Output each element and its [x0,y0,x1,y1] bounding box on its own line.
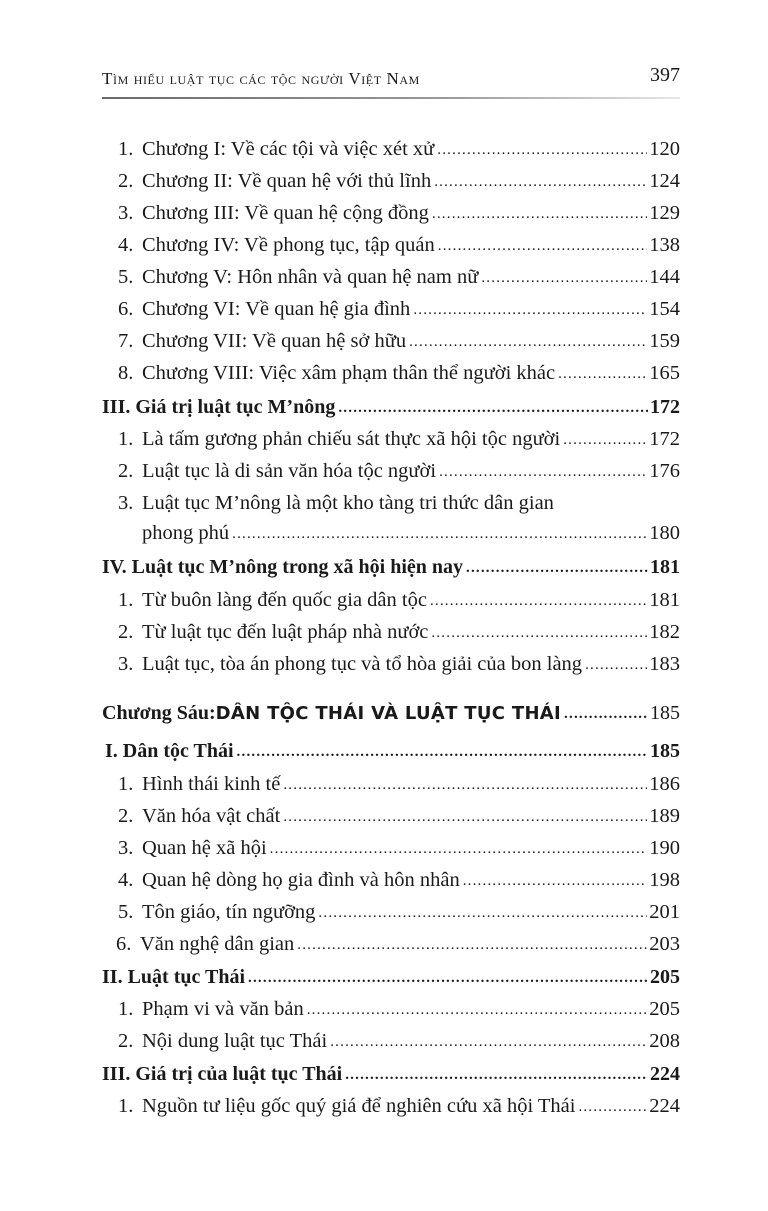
entry-title: Văn nghệ dân gian [140,933,295,955]
dot-leader [558,367,647,388]
toc-entry [102,801,680,831]
running-header [102,64,680,94]
entry-page: 144 [649,266,680,288]
dot-leader [466,561,648,582]
entry-title: Chương VII: Về quan hệ sở hữu [142,330,407,352]
toc-section [102,392,680,422]
toc-entry [102,230,680,260]
entry-number: 2. [118,1030,134,1052]
toc-entry [102,833,680,863]
dot-leader [232,527,647,548]
toc-entry [102,929,680,959]
toc-entry [102,262,680,292]
toc-entry [102,456,680,486]
toc-entry [102,326,680,356]
dot-leader [338,401,648,422]
entry-title: Chương V: Hôn nhân và quan hệ nam nữ [142,266,479,288]
entry-title: Luật tục là di sản văn hóa tộc người [142,460,437,482]
toc-entry [102,166,680,196]
dot-leader [431,626,647,647]
entry-title: Luật tục, tòa án phong tục và tổ hòa giải của bon làng [142,653,583,675]
dot-leader [413,303,647,324]
entry-number: 3. [118,837,134,859]
entry-number: 5. [118,901,134,923]
toc-entry [102,294,680,324]
entry-title: Hình thái kinh tế [142,773,281,795]
entry-number: 3. [118,653,134,675]
entry-page: 190 [649,837,680,859]
entry-page: 124 [649,170,680,192]
entry-title: Văn hóa vật chất [142,805,281,827]
toc-entry [102,1091,680,1121]
chapter-page: 185 [650,702,680,724]
toc-entry [102,1026,680,1056]
entry-page: 165 [649,362,680,384]
entry-page: 138 [649,234,680,256]
entry-page: 154 [649,298,680,320]
dot-leader [578,1100,647,1121]
dot-leader [563,433,647,454]
dot-leader [283,778,647,799]
dot-leader [270,842,648,863]
dot-leader [434,175,647,196]
dot-leader [432,207,647,228]
toc-entry [102,769,680,799]
entry-number: 3. [118,202,134,224]
dot-leader [330,1035,647,1056]
dot-leader [318,906,647,927]
section-page: 172 [650,396,680,418]
entry-page: 189 [649,805,680,827]
entry-number: 2. [118,460,134,482]
entry-title: Là tấm gương phản chiếu sát thực xã hội tộc người [142,428,561,450]
entry-number: 7. [118,330,134,352]
toc-chapter [102,698,680,728]
toc-entry [102,865,680,895]
entry-title: Chương IV: Về phong tục, tập quán [142,234,435,256]
entry-number: 2. [118,805,134,827]
dot-leader [463,874,648,895]
entry-number: 2. [118,621,134,643]
entry-number: 2. [118,170,134,192]
entry-title: Luật tục M’nông là một kho tàng tri thức dân gian [142,492,554,514]
entry-page: 180 [649,522,680,544]
entry-title: Chương VIII: Việc xâm phạm thân thể người khác [142,362,556,384]
header-rule [102,97,680,99]
entry-number: 1. [118,998,134,1020]
toc-entry [102,649,680,679]
entry-page: 176 [649,460,680,482]
entry-page: 186 [649,773,680,795]
toc-entry-first-line [102,488,680,518]
entry-title: Từ luật tục đến luật pháp nhà nước [142,621,429,643]
running-title: Tìm hiểu luật tục các tộc người Việt Nam [102,69,420,88]
toc-section [102,1059,680,1089]
dot-leader [430,594,647,615]
dot-leader [248,971,648,992]
chapter-title: DÂN TỘC THÁI VÀ LUẬT TỤC THÁI [215,703,562,724]
entry-page: 182 [649,621,680,643]
entry-title: Quan hệ xã hội [142,837,267,859]
entry-title: Chương VI: Về quan hệ gia đình [142,298,411,320]
toc-entry [102,617,680,647]
section-title: III. Giá trị luật tục M’nông [102,396,336,418]
dot-leader [345,1068,648,1089]
entry-number: 1. [118,589,134,611]
entry-number: 4. [118,234,134,256]
entry-page: 120 [649,138,680,160]
entry-page: 203 [649,933,680,955]
dot-leader [437,143,647,164]
section-title: IV. Luật tục M’nông trong xã hội hiện nay [102,556,463,578]
entry-page: 129 [649,202,680,224]
entry-number: 1. [118,428,134,450]
entry-page: 172 [649,428,680,450]
dot-leader [481,271,647,292]
toc-entry [102,897,680,927]
toc-entry [102,424,680,454]
entry-title: Nội dung luật tục Thái [142,1030,328,1052]
entry-page: 224 [649,1095,680,1117]
entry-title: Phạm vi và văn bản [142,998,304,1020]
toc-entry [102,358,680,388]
toc-section [102,552,680,582]
entry-title: Chương III: Về quan hệ cộng đồng [142,202,429,224]
entry-page: 198 [649,869,680,891]
entry-page: 183 [649,653,680,675]
dot-leader [307,1003,648,1024]
dot-leader [439,465,647,486]
section-page: 205 [650,966,680,988]
toc-section [102,962,680,992]
entry-page: 159 [649,330,680,352]
entry-page: 208 [649,1030,680,1052]
entry-number: 6. [116,933,132,955]
dot-leader [409,335,647,356]
toc-entry-continuation [102,518,680,548]
entry-page: 205 [649,998,680,1020]
dot-leader [438,239,647,260]
entry-number: 6. [118,298,134,320]
entry-title: Chương I: Về các tội và việc xét xử [142,138,435,160]
entry-page: 181 [649,589,680,611]
dot-leader [237,745,648,766]
section-title: II. Luật tục Thái [102,966,246,988]
section-title: III. Giá trị của luật tục Thái [102,1063,343,1085]
entry-title: Quan hệ dòng họ gia đình và hôn nhân [142,869,460,891]
dot-leader [564,707,648,728]
toc-entry [102,585,680,615]
section-title: I. Dân tộc Thái [105,740,234,762]
entry-number: 1. [118,1095,134,1117]
entry-title: Từ buôn làng đến quốc gia dân tộc [142,589,427,611]
entry-title: Chương II: Về quan hệ với thủ lĩnh [142,170,432,192]
section-page: 224 [650,1063,680,1085]
dot-leader [297,938,647,959]
entry-title: Nguồn tư liệu gốc quý giá để nghiên cứu xã hội Thái [142,1095,576,1117]
entry-number: 3. [118,492,134,514]
toc-section [102,736,680,766]
entry-number: 4. [118,869,134,891]
entry-number: 1. [118,138,134,160]
section-page: 185 [650,740,680,762]
entry-title: Tôn giáo, tín ngưỡng [142,901,316,923]
section-page: 181 [650,556,680,578]
dot-leader [585,658,647,679]
entry-number: 1. [118,773,134,795]
chapter-prefix: Chương Sáu: [102,702,216,724]
entry-title-continued: phong phú [142,522,230,544]
entry-number: 5. [118,266,134,288]
toc-entry [102,198,680,228]
entry-number: 8. [118,362,134,384]
toc-entry [102,134,680,164]
toc-entry [102,994,680,1024]
dot-leader [283,810,647,831]
page-number: 397 [650,64,680,86]
entry-page: 201 [649,901,680,923]
